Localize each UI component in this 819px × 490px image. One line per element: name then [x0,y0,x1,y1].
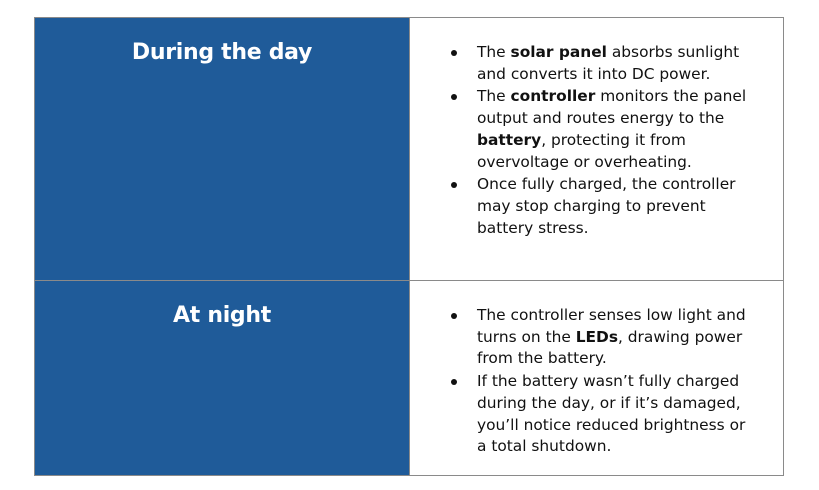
bullet-item: If the battery wasn’t fully charged during the day, or if it’s damaged, you’ll notice reduced brightness or a total shutdown. [450,371,755,458]
row-body-cell-night [410,281,783,475]
row-heading-night: At night [173,303,271,328]
bullet-item: Once fully charged, the controller may stop charging to prevent battery stress. [450,174,755,239]
row-heading-cell-day [35,18,410,281]
row-heading-cell-night [35,281,410,475]
bullet-item: The controller monitors the panel output and routes energy to the battery, protecting it from overvoltage or overheating. [450,86,755,173]
info-table [34,17,784,476]
bullet-item: The controller senses low light and turns on the LEDs, drawing power from the battery. [450,305,755,370]
bullet-list-night [450,305,755,459]
row-body-cell-day [410,18,783,281]
row-heading-day: During the day [131,40,313,65]
bullet-list-day [450,42,755,240]
bullet-item: The solar panel absorbs sunlight and converts it into DC power. [450,42,755,85]
